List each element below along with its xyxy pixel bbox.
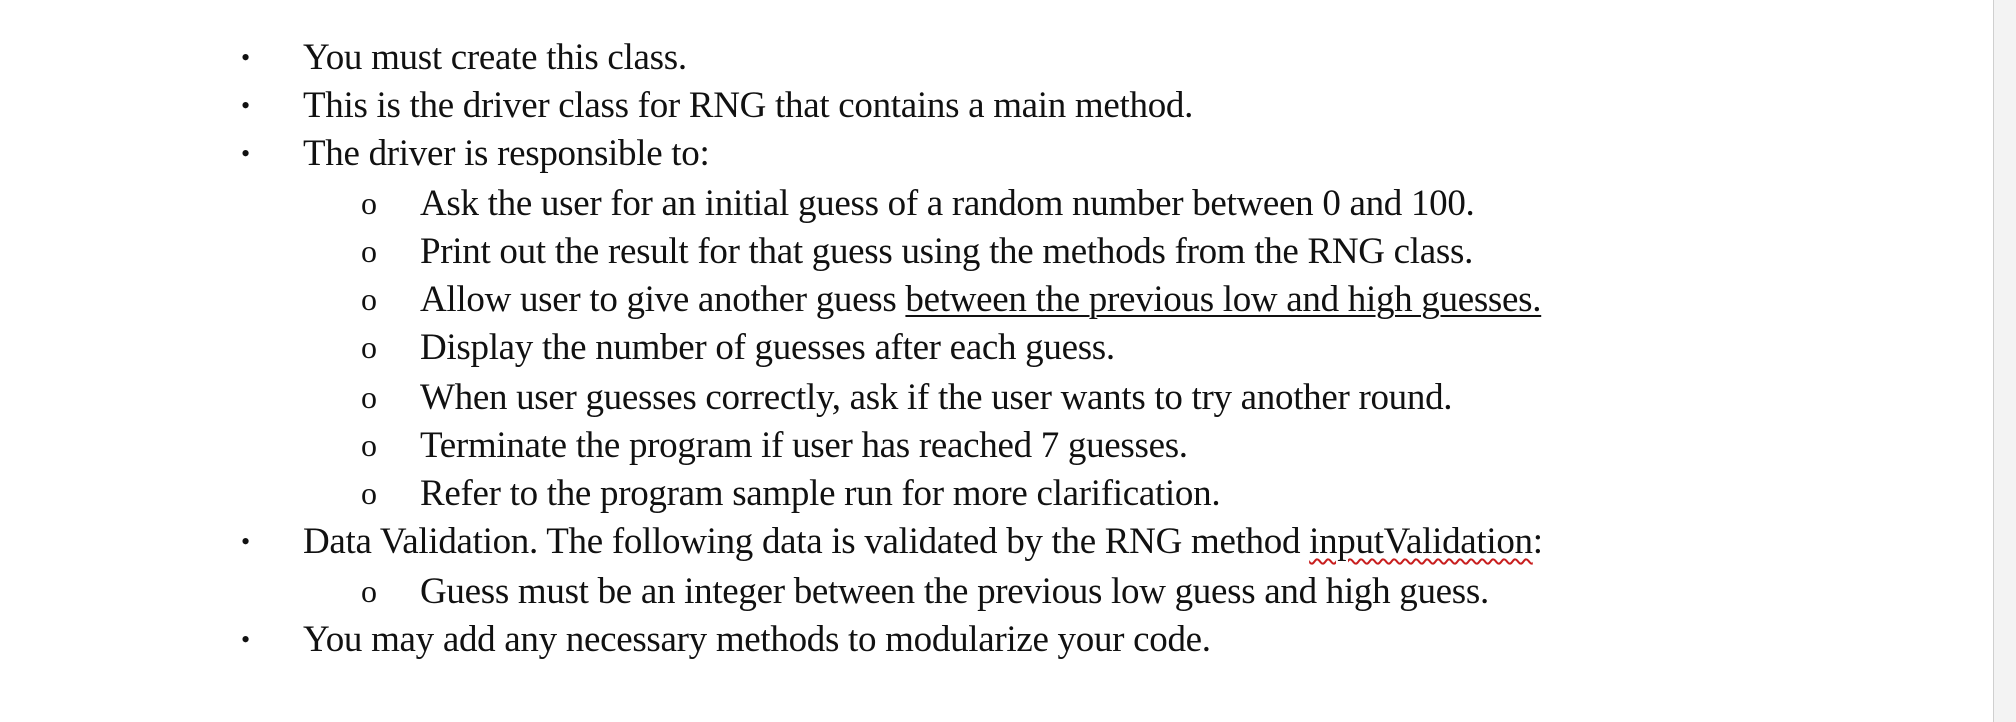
bullet-marker: • bbox=[241, 43, 251, 72]
bullet-marker: • bbox=[241, 139, 251, 168]
bullet-marker: • bbox=[241, 527, 251, 556]
sub-list-item-text: Guess must be an integer between the previous low guess and high guess. bbox=[420, 571, 1489, 612]
list-item-text: You may add any necessary methods to modularize your code. bbox=[303, 619, 1211, 660]
text-run: Allow user to give another guess bbox=[420, 279, 906, 320]
text-run: Data Validation. The following data is validated by the RNG method bbox=[303, 521, 1310, 562]
sub-bullet-marker: o bbox=[361, 573, 377, 609]
sub-list-item-text: Display the number of guesses after each guess. bbox=[420, 327, 1115, 368]
scroll-gutter[interactable] bbox=[1994, 0, 2016, 722]
sub-list-item-text bbox=[420, 276, 1541, 324]
sub-list-item-text: Ask the user for an initial guess of a random number between 0 and 100. bbox=[420, 183, 1475, 224]
list-item bbox=[0, 82, 1990, 130]
list-item bbox=[0, 34, 1990, 82]
sub-list-item-text: Terminate the program if user has reached 7 guesses. bbox=[420, 425, 1188, 466]
sub-bullet-marker: o bbox=[361, 379, 377, 415]
underlined-text: between the previous low and high guesses. bbox=[905, 279, 1542, 320]
list-item bbox=[0, 130, 1990, 178]
text-run: : bbox=[1532, 521, 1543, 562]
bullet-marker: • bbox=[241, 625, 251, 654]
sub-list-item bbox=[0, 228, 1990, 276]
sub-list-item-text: When user guesses correctly, ask if the user wants to try another round. bbox=[420, 377, 1453, 418]
sub-bullet-marker: o bbox=[361, 281, 377, 317]
list-item-text: The driver is responsible to: bbox=[303, 133, 710, 174]
list-item bbox=[0, 616, 1990, 664]
sub-list-item bbox=[0, 324, 1990, 372]
sub-list-item bbox=[0, 422, 1990, 470]
sub-bullet-marker: o bbox=[361, 475, 377, 511]
bullet-marker: • bbox=[241, 91, 251, 120]
spellcheck-word[interactable]: inputValidation bbox=[1309, 521, 1533, 562]
sub-bullet-marker: o bbox=[361, 185, 377, 221]
sub-list-item bbox=[0, 568, 1990, 616]
list-item bbox=[0, 518, 1990, 566]
list-item-text bbox=[303, 518, 1543, 566]
sub-bullet-marker: o bbox=[361, 329, 377, 365]
sub-list-item-text: Print out the result for that guess using the methods from the RNG class. bbox=[420, 231, 1474, 272]
sub-list-item bbox=[0, 470, 1990, 518]
sub-bullet-marker: o bbox=[361, 233, 377, 269]
list-item-text: You must create this class. bbox=[303, 37, 687, 78]
sub-list-item bbox=[0, 180, 1990, 228]
list-item-text: This is the driver class for RNG that contains a main method. bbox=[303, 85, 1194, 126]
sub-list-item-text: Refer to the program sample run for more clarification. bbox=[420, 473, 1221, 514]
sub-bullet-marker: o bbox=[361, 427, 377, 463]
sub-list-item bbox=[0, 276, 1990, 324]
sub-list-item bbox=[0, 374, 1990, 422]
